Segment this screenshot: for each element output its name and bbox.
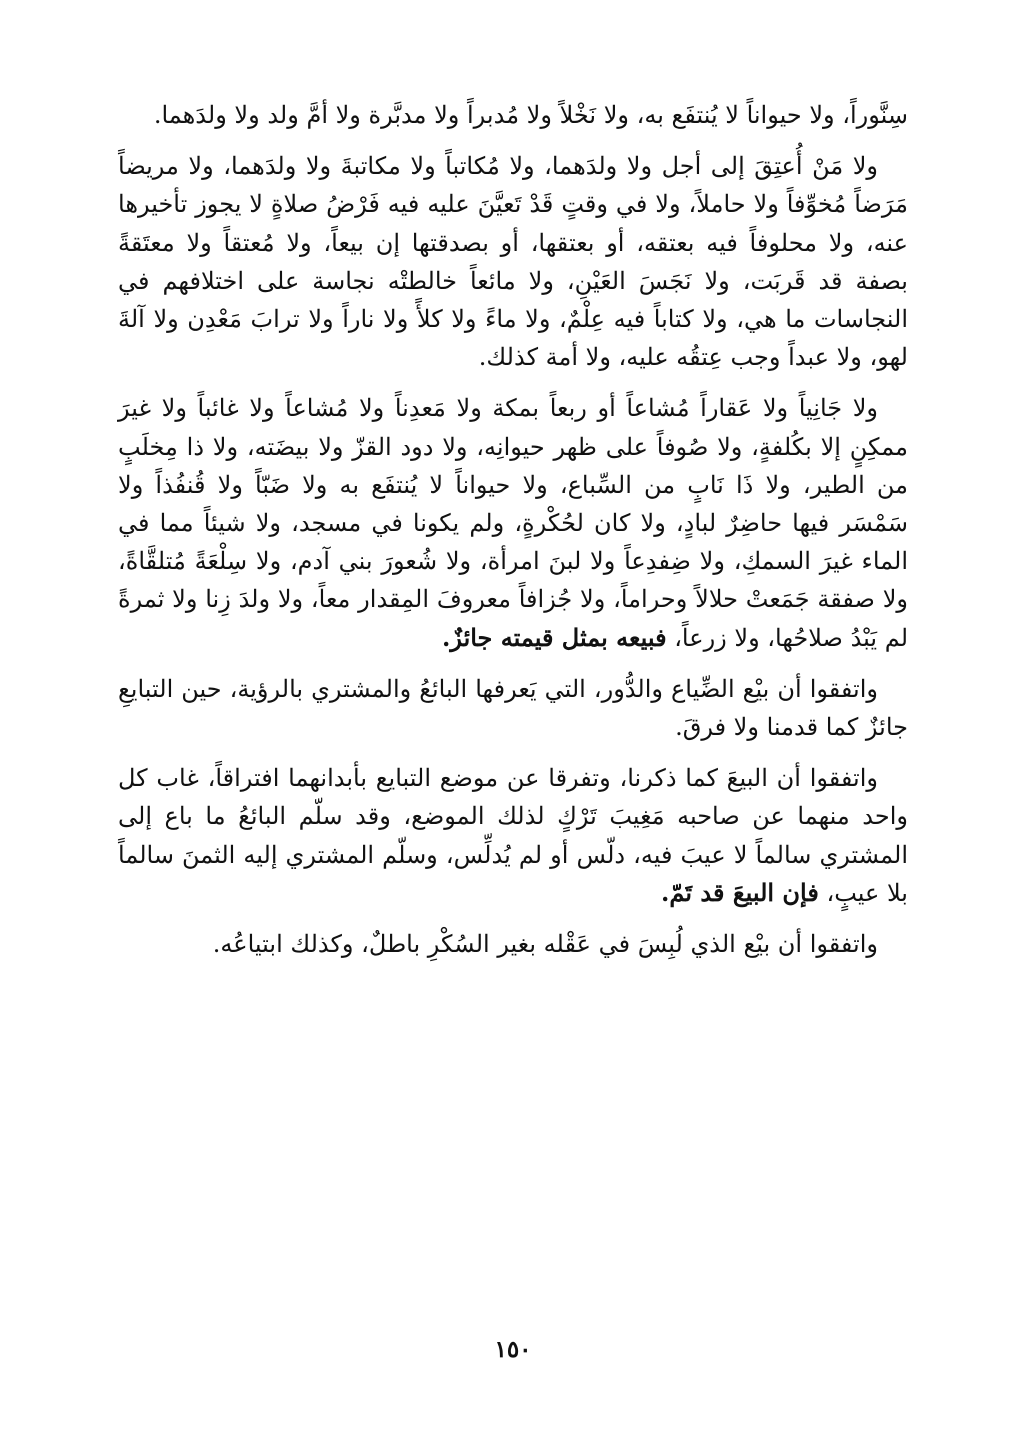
paragraph-6-text: واتفقوا أن بيْع الذي لُبِسَ في عَقْله بغير السُكْرِ باطلٌ، وكذلك ابتياعُه. <box>212 930 878 959</box>
paragraph-3 <box>118 389 908 656</box>
paragraph-3-bold-conclusion: فبيعه بمثل قيمته جائزٌ. <box>441 622 667 652</box>
paragraph-6 <box>118 925 908 963</box>
page-number: ١٥٠ <box>494 1336 532 1363</box>
paragraph-2 <box>118 147 908 376</box>
paragraph-2-text: ولا مَنْ أُعتِقَ إلى أجل ولا ولدَهما، ولا مُكاتباً ولا مكاتبةَ ولا ولدَهما، ولا مريضاً مَرَضاً مُخوِّفاً ولا حاملاً، ولا في وقتٍ قَدْ تَعيَّنَ عليه فيه فَرْضُ صلاةٍ لا يجوز تأخيرها عنه، ولا محلوفاً فيه بعتقه، أو بعتقها، أو بصدقتها إن بيعاً، ولا مُعتقاً ولا معتَقةً بصفة قد قَربَت، ولا نَجَسَ العَيْنِ، ولا مائعاً خالطتْه نجاسة على اختلافهم في النجاسات ما هي، ولا كتاباً فيه عِلْمٌ، ولا ماءً ولا كلأً ولا ناراً ولا ترابَ مَعْدِن ولا آلةَ لهو، ولا عبداً وجب عِتقُه عليه، ولا أمة كذلك. <box>118 152 908 372</box>
paragraph-4 <box>118 670 908 746</box>
document-page <box>118 96 908 1396</box>
paragraph-1-text: سِنَّوراً، ولا حيواناً لا يُنتفَع به، ولا نَخْلاً ولا مُدبراً ولا مدبَّرة ولا أمَّ ولد ولا ولدَهما. <box>153 101 908 129</box>
paragraph-5-bold-conclusion: فإن البيعَ قد تَمّ. <box>661 877 819 907</box>
paragraph-4-text: واتفقوا أن بيْع الضِّياع والدُّور، التي يَعرفها البائعُ والمشتري بالرؤية، حين التبايعِ جائزٌ كما قدمنا ولا فرقَ. <box>118 674 908 742</box>
paragraph-1 <box>118 96 908 134</box>
paragraph-5-text: واتفقوا أن البيعَ كما ذكرنا، وتفرقا عن موضع التبايع بأبدانهما افتراقاً، غاب كل واحد منهما عن صاحبه مَغِيبَ تَرْكٍ لذلك الموضع، وقد سلّم البائعُ ما باع إلى المشتري سالماً لا عيبَ فيه، دلّس أو لم يُدلِّس، وسلّم المشتري إليه الثمنَ سالماً بلا عيبٍ، <box>118 764 908 907</box>
paragraph-5 <box>118 759 908 912</box>
paragraph-3-text: ولا جَانِياً ولا عَقاراً مُشاعاً أو ربعاً بمكة ولا مَعدِناً ولا مُشاعاً ولا غائباً ولا غيرَ ممكِنٍ إلا بكُلفةٍ، ولا صُوفاً على ظهر حيوانِه، ولا دود القزّ ولا بيضَته، ولا ذا مِخلَبٍ من الطير، ولا ذَا نَابٍ من السِّباع، ولا حيواناً لا يُنتفَع به ولا ضَبّاً ولا قُنفُذاً ولا سَمْسَر فيها حاضِرٌ لبادٍ، ولا كان لحُكْرةٍ، ولم يكونا في مسجد، ولا شيئاً مما في الماء غيرَ السمكِ، ولا ضِفدِعاً ولا لبنَ امرأة، ولا شُعورَ بني آدم، ولا سِلْعَةً مُتلقَّاةً، ولا صفقة جَمَعتْ حلالاً وحراماً، ولا جُزافاً معروفَ المِقدار معاً، ولا ولدَ زِنا ولا ثمرةً لم يَبْدُ صلاحُها، ولا زرعاً، <box>118 394 909 652</box>
